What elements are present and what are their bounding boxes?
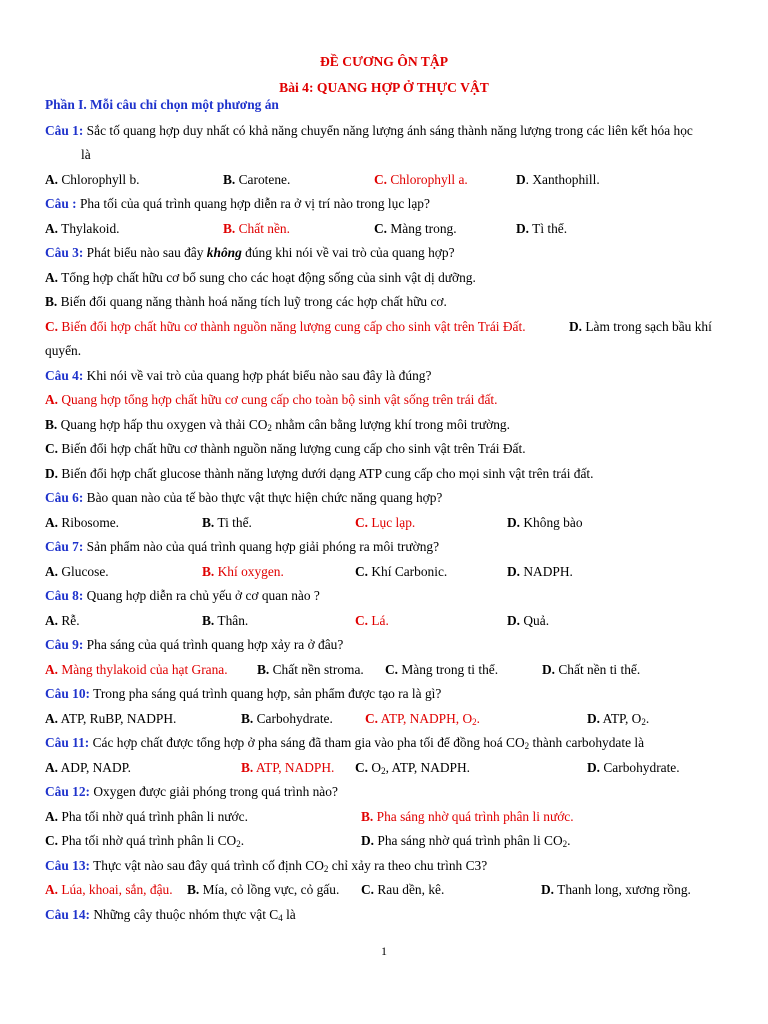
q1-option-b: B. Carotene. bbox=[223, 172, 291, 187]
q8-option-b: B. Thân. bbox=[202, 613, 249, 628]
question-label: Câu 1: bbox=[45, 123, 84, 138]
question-14: Câu 14: Những cây thuộc nhóm thực vật $C_4$ là bbox=[45, 907, 296, 923]
question-label: Câu 14: bbox=[45, 907, 91, 922]
q10-option-d: D. ATP, $O_2$. bbox=[587, 711, 650, 727]
q13-option-d: D. Thanh long, xương rồng. bbox=[541, 882, 691, 897]
q3-option-d: D. Làm trong sạch bầu khí bbox=[569, 319, 712, 334]
document-title: ĐỀ CƯƠNG ÔN TẬP bbox=[319, 54, 448, 69]
q10-option-c-correct: C. ATP, NADPH, $O_2$. bbox=[365, 711, 481, 727]
q6-option-a: A. Ribosome. bbox=[45, 515, 120, 530]
q10-option-a: A. ATP, RuBP, NADPH. bbox=[45, 711, 177, 726]
question-6 bbox=[45, 490, 442, 506]
q8-option-d: D. Quả. bbox=[507, 613, 550, 628]
q3-option-c-d-row bbox=[45, 319, 526, 335]
question-11: Câu 11: Các hợp chất được tổng hợp ở pha sáng đã tham gia vào pha tối để đồng hoá $CO_2$ thành carbohydate là bbox=[45, 735, 645, 751]
question-text: Quang hợp diễn ra chủ yếu ở cơ quan nào ? bbox=[83, 588, 320, 603]
q10-option-b: B. Carbohydrate. bbox=[241, 711, 333, 726]
q2-option-c: C. Màng trong. bbox=[374, 221, 457, 236]
section-heading: Phần I. Mỗi câu chỉ chọn một phương án bbox=[45, 97, 279, 112]
q11-option-c: C. $O_2$, ATP, NADPH. bbox=[355, 760, 471, 776]
q12-option-a: A. Pha tối nhờ quá trình phân li nước. bbox=[45, 809, 248, 824]
q7-option-d: D. NADPH. bbox=[507, 564, 573, 579]
q9-option-a-correct: A. Màng thylakoid của hạt Grana. bbox=[45, 662, 228, 677]
q11-option-a: A. ADP, NADP. bbox=[45, 760, 131, 775]
question-13: Câu 13: Thực vật nào sau đây quá trình cố định $CO_2$ chỉ xảy ra theo chu trình C3? bbox=[45, 858, 488, 874]
q4-option-a-correct: A. Quang hợp tổng hợp chất hữu cơ cung cấp cho toàn bộ sinh vật sống trên trái đất. bbox=[45, 392, 498, 407]
question-10 bbox=[45, 686, 441, 702]
q3-option-b: B. Biến đổi quang năng thành hoá năng tích luỹ trong các hợp chất hữu cơ. bbox=[45, 294, 447, 309]
question-1-continued: là bbox=[81, 147, 91, 162]
question-9 bbox=[45, 637, 343, 653]
question-3: Câu 3: Phát biểu nào sau đây không đúng khi nói về vai trò của quang hợp? bbox=[45, 245, 455, 260]
question-text: Sản phẩm nào của quá trình quang hợp giải phóng ra môi trường? bbox=[83, 539, 440, 554]
q4-option-c: C. Biến đổi hợp chất hữu cơ thành nguồn năng lượng cung cấp cho sinh vật trên Trái Đất. bbox=[45, 441, 526, 456]
q2-option-a: A. Thylakoid. bbox=[45, 221, 120, 236]
question-label: Câu 10: bbox=[45, 686, 91, 701]
question-label: Câu 13: bbox=[45, 858, 91, 873]
q8-option-c-correct: C. Lá. bbox=[355, 613, 389, 628]
q9-option-c: C. Màng trong ti thể. bbox=[385, 662, 499, 677]
q13-option-a-correct: A. Lúa, khoai, sắn, đậu. bbox=[45, 882, 173, 897]
question-1 bbox=[45, 123, 693, 139]
q2-option-b-correct: B. Chất nền. bbox=[223, 221, 290, 236]
question-7 bbox=[45, 539, 439, 555]
question-label: Câu 6: bbox=[45, 490, 84, 505]
q7-option-b-correct: B. Khí oxygen. bbox=[202, 564, 284, 579]
question-text: Khi nói về vai trò của quang hợp phát biểu nào sau đây là đúng? bbox=[83, 368, 432, 383]
question-label: Câu 11: bbox=[45, 735, 90, 750]
question-label: Câu : bbox=[45, 196, 77, 211]
q4-option-b: B. Quang hợp hấp thu oxygen và thải $CO_2$ nhằm cân bằng lượng khí trong môi trường. bbox=[45, 417, 510, 433]
q13-option-b: B. Mía, cỏ lồng vực, cỏ gấu. bbox=[187, 882, 340, 897]
q12-option-c: C. Pha tối nhờ quá trình phân li $CO_2$. bbox=[45, 833, 245, 849]
q3-option-d-continued: quyển. bbox=[45, 343, 82, 358]
q1-option-d: D. Xanthophill. bbox=[516, 172, 600, 187]
q9-option-b: B. Chất nền stroma. bbox=[257, 662, 364, 677]
question-2 bbox=[45, 196, 430, 212]
q11-option-d: D. Carbohydrate. bbox=[587, 760, 680, 775]
question-text: Trong pha sáng quá trình quang hợp, sản phẩm được tạo ra là gì? bbox=[90, 686, 442, 701]
question-label: Câu 3: bbox=[45, 245, 84, 260]
q9-option-d: D. Chất nền ti thể. bbox=[542, 662, 641, 677]
question-label: Câu 9: bbox=[45, 637, 84, 652]
question-label: Câu 4: bbox=[45, 368, 84, 383]
q3-option-c-correct: C. Biến đổi hợp chất hữu cơ thành nguồn năng lượng cung cấp cho sinh vật trên Trái Đất. bbox=[45, 319, 526, 334]
question-label: Câu 8: bbox=[45, 588, 84, 603]
question-text: Bào quan nào của tế bào thực vật thực hiện chức năng quang hợp? bbox=[83, 490, 443, 505]
document-subtitle: Bài 4: QUANG HỢP Ở THỰC VẬT bbox=[279, 80, 489, 95]
q7-option-c: C. Khí Carbonic. bbox=[355, 564, 448, 579]
q13-option-c: C. Rau dền, kê. bbox=[361, 882, 445, 897]
question-4 bbox=[45, 368, 431, 384]
q7-option-a: A. Glucose. bbox=[45, 564, 109, 579]
question-12 bbox=[45, 784, 338, 800]
page-number: 1 bbox=[381, 944, 387, 958]
q4-option-d: D. Biến đổi hợp chất glucose thành năng lượng dưới dạng ATP cung cấp cho mọi sinh vật trên trái đất. bbox=[45, 466, 594, 481]
q6-option-b: B. Ti thể. bbox=[202, 515, 252, 530]
question-8 bbox=[45, 588, 320, 604]
q6-option-d: D. Không bào bbox=[507, 515, 583, 530]
q8-option-a: A. Rễ. bbox=[45, 613, 80, 628]
q12-option-d: D. Pha sáng nhờ quá trình phân li $CO_2$. bbox=[361, 833, 571, 849]
q1-option-a: A. Chlorophyll b. bbox=[45, 172, 140, 187]
q11-option-b-correct: B. ATP, NADPH. bbox=[241, 760, 335, 775]
emphasis-khong: không bbox=[206, 245, 242, 260]
q2-option-d: D. Tì thể. bbox=[516, 221, 568, 236]
question-text: Sắc tố quang hợp duy nhất có khả năng chuyển năng lượng ánh sáng thành năng lượng trong các liên kết hóa học bbox=[83, 123, 693, 138]
question-text: Pha tối của quá trình quang hợp diễn ra ở vị trí nào trong lục lạp? bbox=[76, 196, 430, 211]
question-label: Câu 12: bbox=[45, 784, 91, 799]
q3-option-a: A. Tổng hợp chất hữu cơ bổ sung cho các hoạt động sống của sinh vật dị dưỡng. bbox=[45, 270, 476, 285]
question-text: Pha sáng của quá trình quang hợp xảy ra ở đâu? bbox=[83, 637, 344, 652]
question-label: Câu 7: bbox=[45, 539, 84, 554]
q1-option-c-correct: C. Chlorophyll a. bbox=[374, 172, 468, 187]
q12-option-b-correct: B. Pha sáng nhờ quá trình phân li nước. bbox=[361, 809, 574, 824]
question-text: Oxygen được giải phóng trong quá trình nào? bbox=[90, 784, 338, 799]
q6-option-c-correct: C. Lục lạp. bbox=[355, 515, 416, 530]
